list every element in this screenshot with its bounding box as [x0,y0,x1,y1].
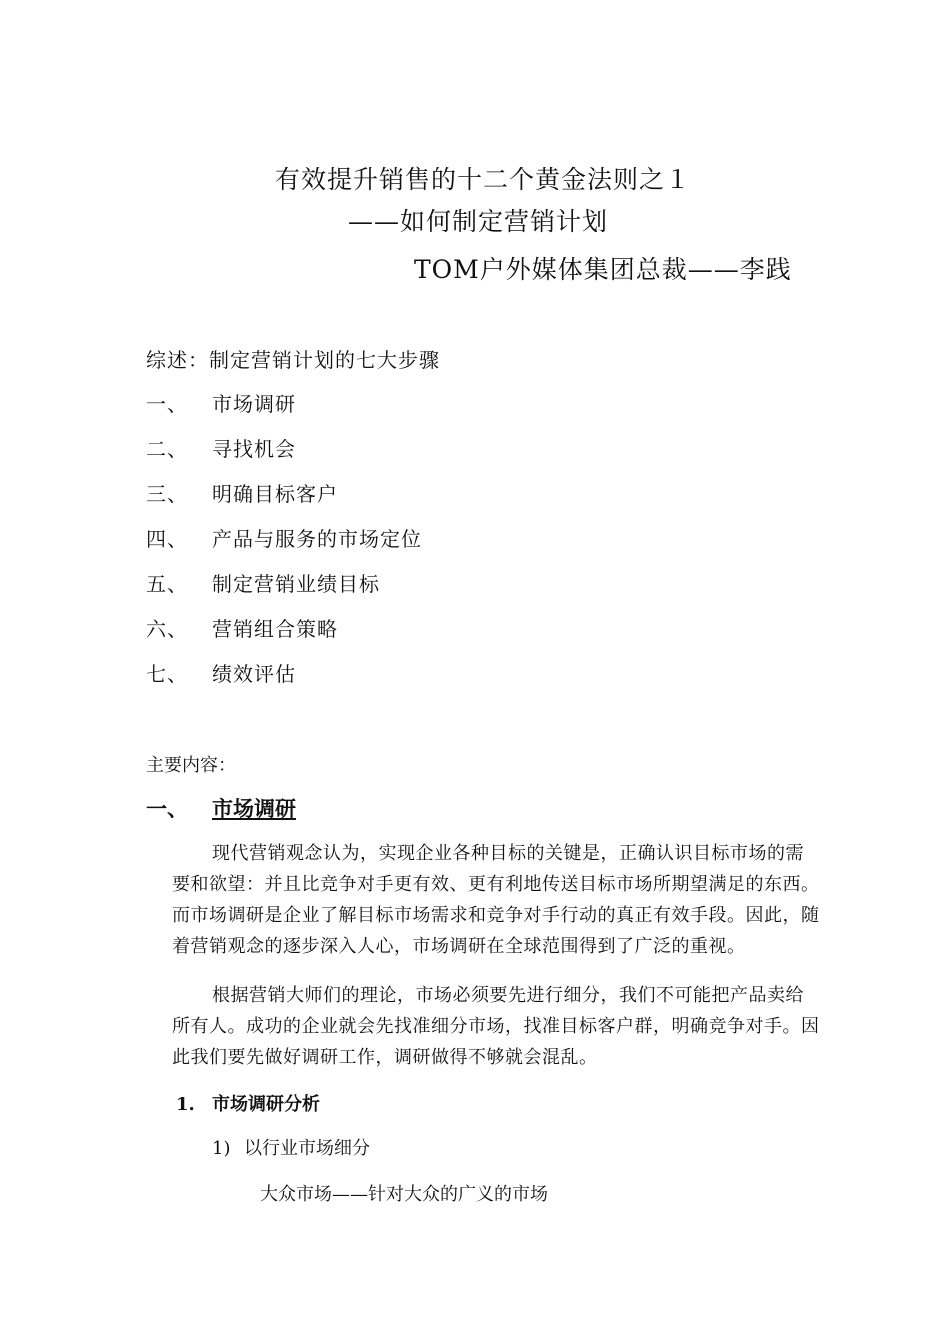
subsection-heading [176,1090,320,1116]
body-line: 大众市场——针对大众的广义的市场 [260,1184,548,1205]
list-item [146,568,422,613]
document-author: TOM户外媒体集团总裁——李践 [414,255,792,284]
list-item [146,523,422,568]
subsection-title: 市场调研分析 [212,1094,320,1115]
section-title: 市场调研 [212,796,296,821]
step-number: 三、 [146,482,188,506]
sub-subsection-heading [212,1134,370,1160]
document-subtitle: ——如何制定营销计划 [348,207,609,236]
step-label: 市场调研 [212,392,296,416]
step-label: 绩效评估 [212,662,296,686]
document-title: 有效提升销售的十二个黄金法则之１ [275,165,692,194]
list-item [146,658,422,703]
list-item [146,388,422,433]
step-label: 制定营销业绩目标 [212,572,380,596]
sub-subsection-number: 1) [212,1138,231,1159]
paragraph: 根据营销大师们的理论，市场必须要先进行细分，我们不可能把产品卖给所有人。成功的企业就会先找准细分市场，找准目标客户群，明确竞争对手。因此我们要先做好调研工作，调研做得不够就会混乱。 [172,985,820,1068]
step-number: 一、 [146,392,188,416]
list-item [146,613,422,658]
list-item [146,433,422,478]
step-label: 明确目标客户 [212,482,338,506]
steps-list [146,388,422,703]
step-number: 四、 [146,527,188,551]
step-number: 五、 [146,572,188,596]
step-label: 产品与服务的市场定位 [212,527,422,551]
section-number: 一、 [146,796,188,821]
step-label: 寻找机会 [212,437,296,461]
main-content-label: 主要内容： [146,755,236,776]
step-label: 营销组合策略 [212,617,338,641]
sub-subsection-title: 以行业市场细分 [244,1138,370,1159]
step-number: 七、 [146,662,188,686]
step-number: 二、 [146,437,188,461]
section-heading [146,793,296,823]
subsection-number: 1. [176,1094,195,1115]
list-item [146,478,422,523]
overview-heading: 综述：制定营销计划的七大步骤 [146,348,440,372]
paragraph: 现代营销观念认为，实现企业各种目标的关键是，正确认识目标市场的需要和欲望：并且比竞争对手更有效、更有利地传送目标市场所期望满足的东西。而市场调研是企业了解目标市场需求和竞争对手行动的真正有效手段。因此，随着营销观念的逐步深入人心，市场调研在全球范围得到了广泛的重视。 [172,843,820,957]
step-number: 六、 [146,617,188,641]
